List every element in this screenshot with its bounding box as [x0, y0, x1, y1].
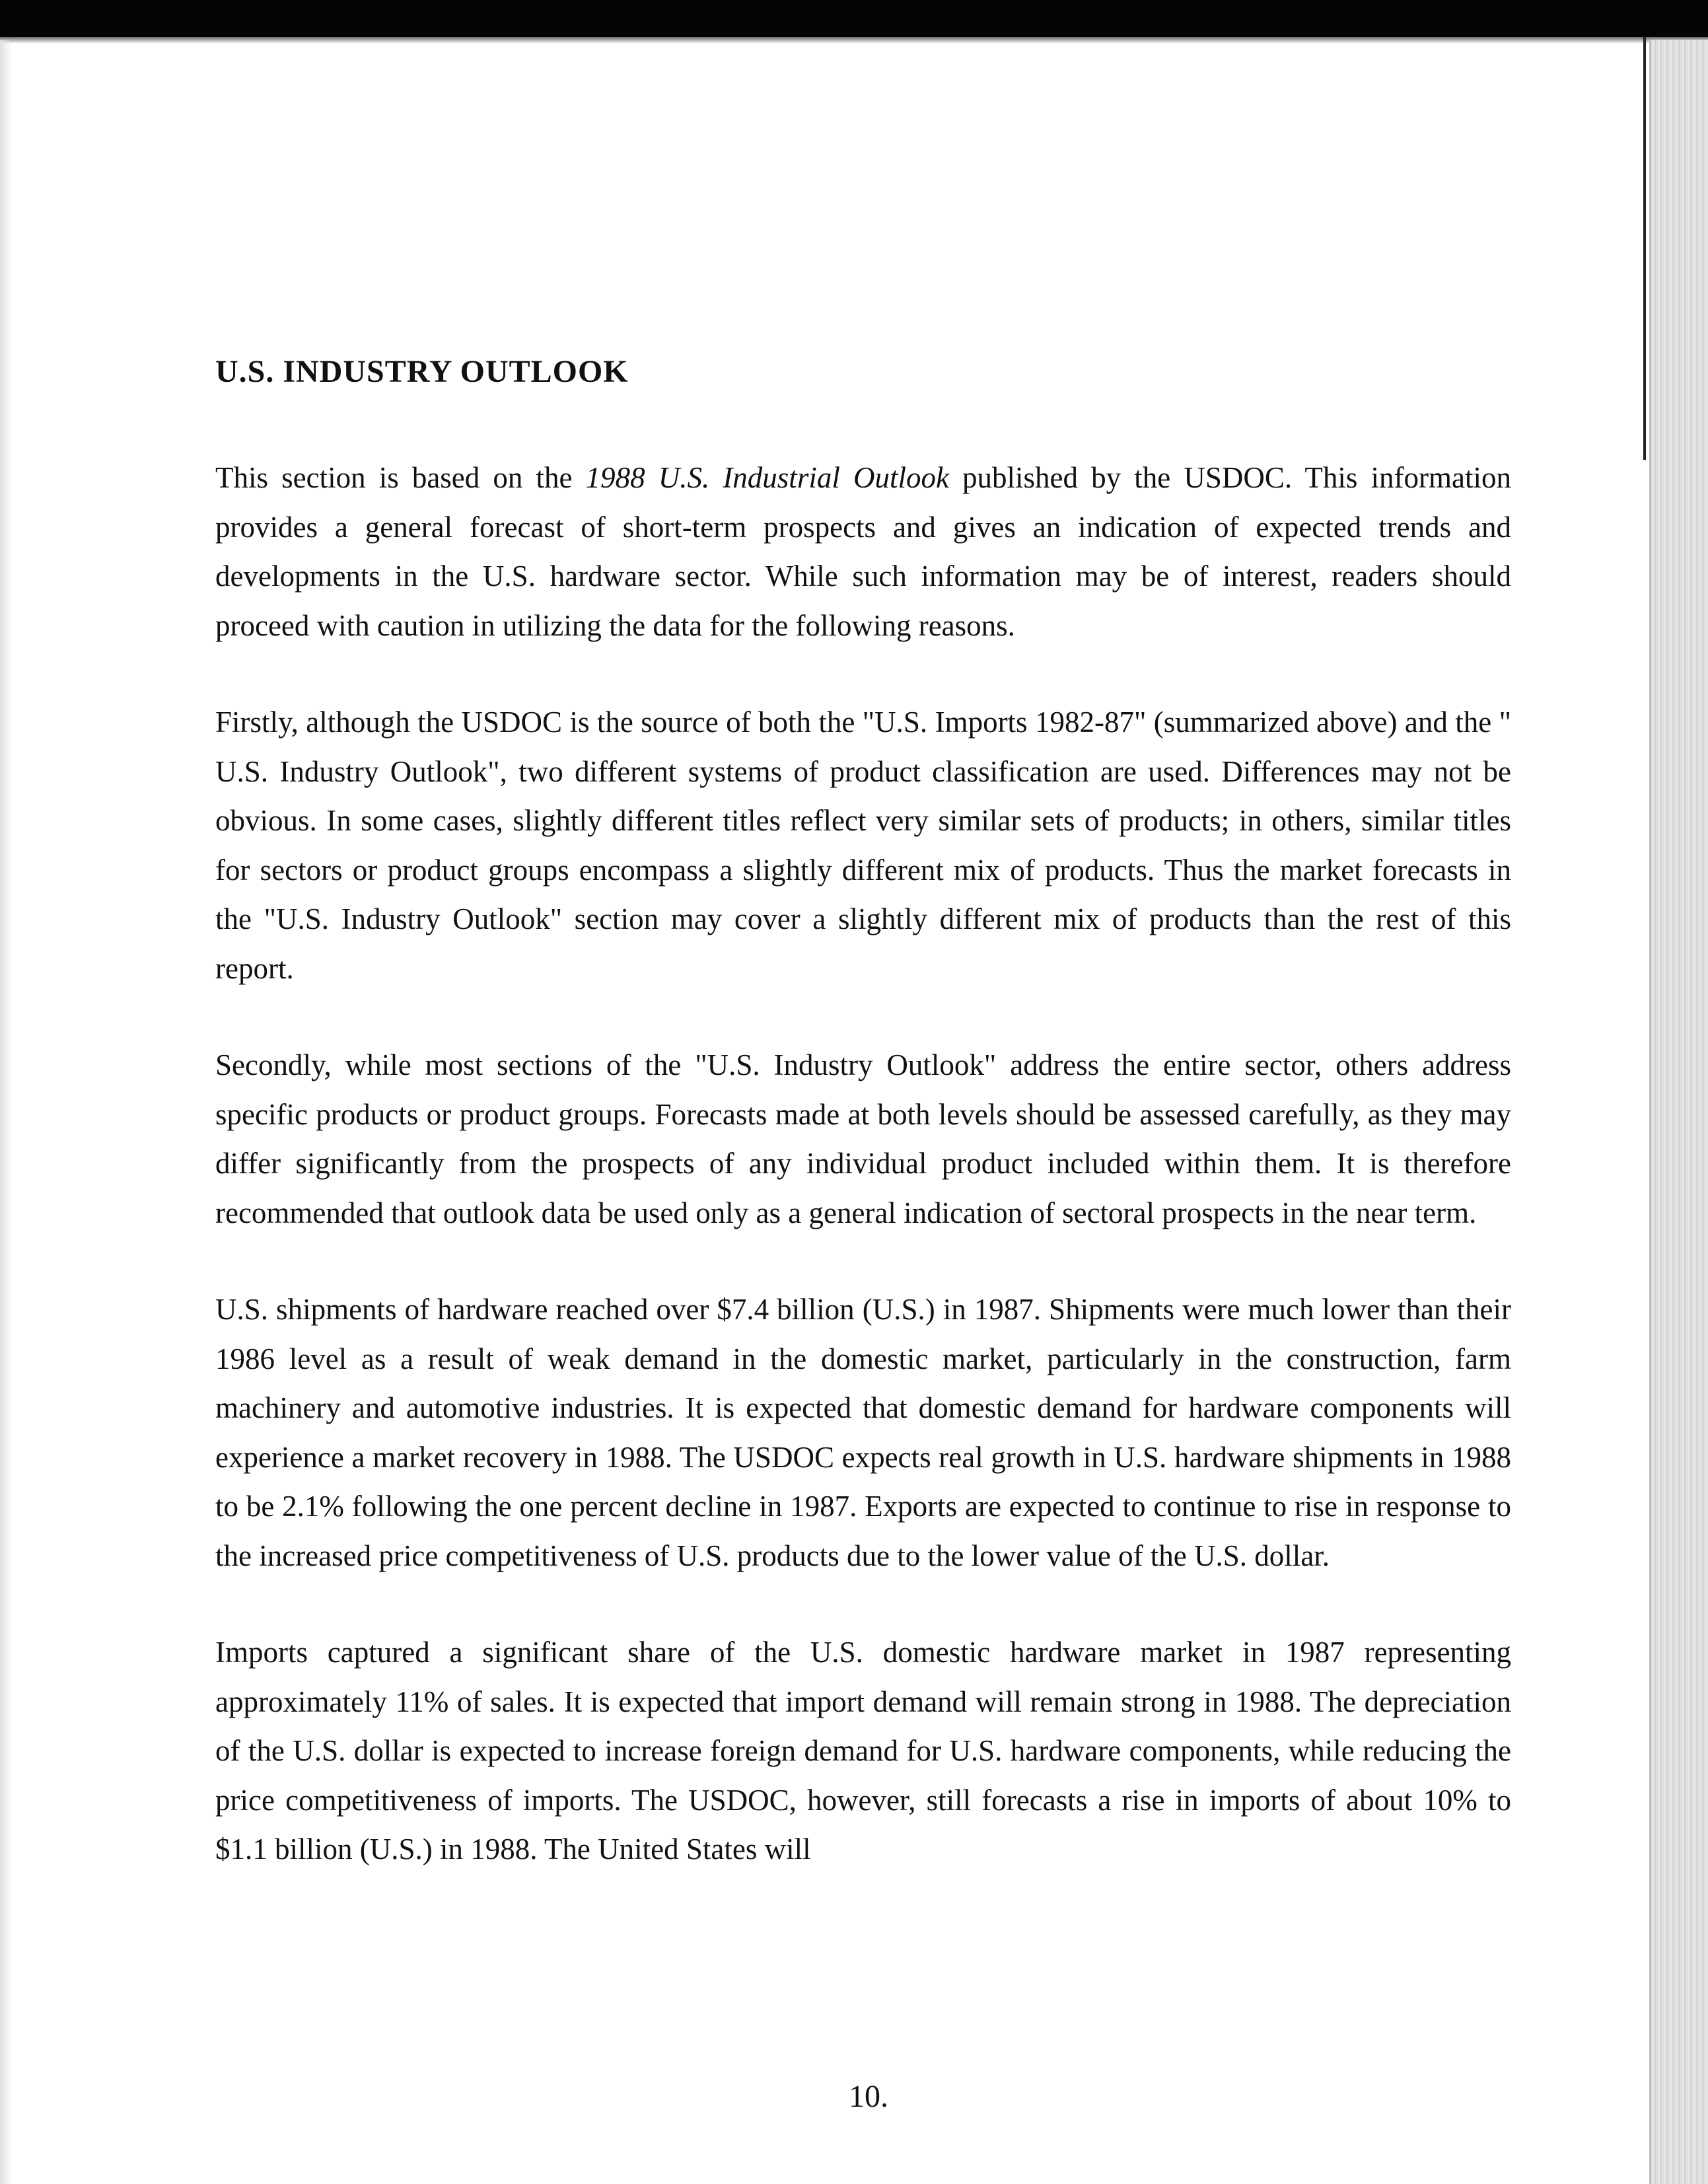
- scan-right-line: [1643, 37, 1646, 460]
- paragraph-secondly: Secondly, while most sections of the "U.S. Industry Outlook" address the entire sector, others address specific products or product groups. Forecasts made at both levels should be assessed carefully, as they may differ significantly from the prospects of any individual product included within them. It is therefore recommended that outlook data be used only as a general indication of sectoral prospects in the near term.: [215, 1048, 1511, 1229]
- scan-left-edge: [0, 40, 12, 2184]
- paragraph-shipments: U.S. shipments of hardware reached over $7.4 billion (U.S.) in 1987. Shipments were much lower than their 1986 level as a result of weak demand in the domestic market, particularly in the construction, farm machinery and automotive industries. It is expected that domestic demand for hardware components will experience a market recovery in 1988. The USDOC expects real growth in U.S. hardware shipments in 1988 to be 2.1% following the one percent decline in 1987. Exports are expected to continue to rise in response to the increased price competitiveness of U.S. products due to the lower value of the U.S. dollar.: [215, 1293, 1511, 1572]
- scan-right-edge: [1649, 40, 1708, 2184]
- paragraph-intro-rest: published by the USDOC. This information provides a general forecast of short-term prospects and gives an indication of expected trends and developments in the U.S. hardware sector. While such information may be of interest, readers should proceed with caution in utilizing the data for the following reasons.: [215, 461, 1511, 642]
- paragraph-imports: Imports captured a significant share of the U.S. domestic hardware market in 1987 representing approximately 11% of sales. It is expected that import demand will remain strong in 1988. The depreciation of the U.S. dollar is expected to increase foreign demand for U.S. hardware components, while reducing the price competitiveness of imports. The USDOC, however, still forecasts a rise in imports of about 10% to $1.1 billion (U.S.) in 1988. The United States will: [215, 1636, 1511, 1866]
- page-number: 10.: [849, 2079, 888, 2114]
- publication-title: 1988 U.S. Industrial Outlook: [585, 461, 949, 494]
- paragraph-intro-start: This section is based on the: [215, 461, 586, 494]
- page-content: [215, 344, 1511, 1922]
- scan-top-shadow: [0, 37, 1708, 44]
- paragraph-intro: [215, 453, 1511, 650]
- section-heading: U.S. INDUSTRY OUTLOOK: [215, 354, 629, 389]
- paragraph-firstly: Firstly, although the USDOC is the source of both the "U.S. Imports 1982-87" (summarized above) and the " U.S. Industry Outlook", two different systems of product classification are used. Differences may not be obvious. In some cases, slightly different titles reflect very similar sets of products; in others, similar titles for sectors or product groups encompass a slightly different mix of products. Thus the market forecasts in the "U.S. Industry Outlook" section may cover a slightly different mix of products than the rest of this report.: [215, 706, 1511, 985]
- scan-top-border: [0, 0, 1708, 37]
